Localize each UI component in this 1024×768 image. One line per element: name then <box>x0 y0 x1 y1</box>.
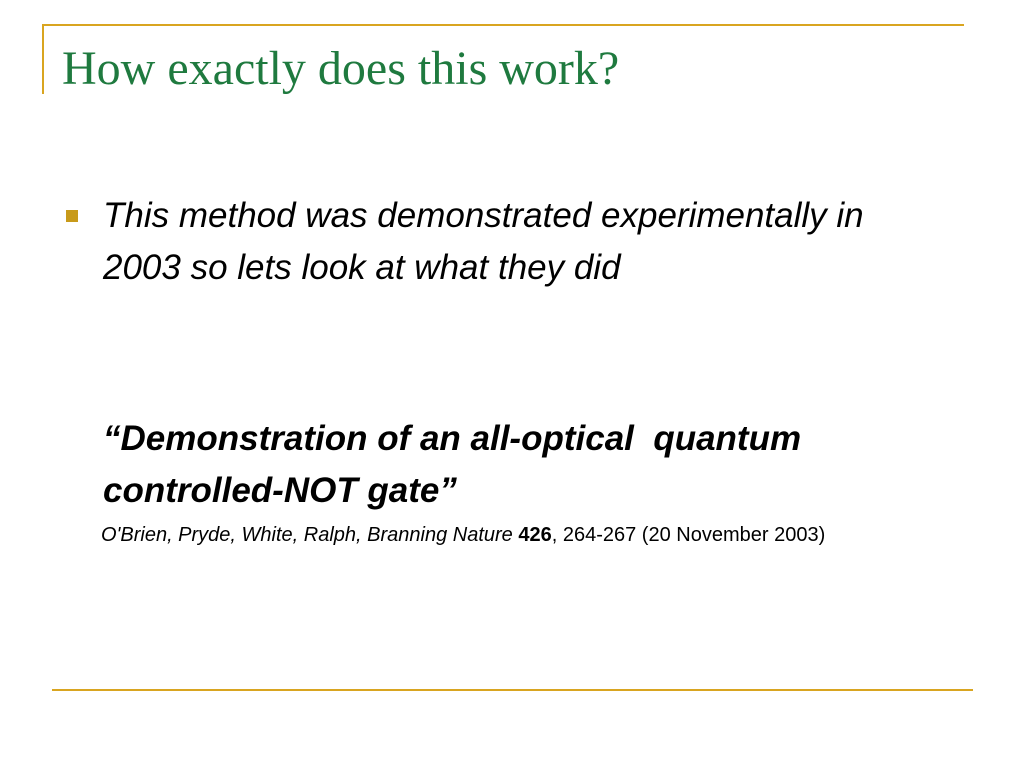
bullet-text: This method was demonstrated experimentally in 2003 so lets look at what they did <box>103 196 864 287</box>
citation-pages-date: , 264-267 (20 November 2003) <box>551 524 826 546</box>
citation-authors: O'Brien, Pryde, White, Ralph, Branning <box>101 524 448 546</box>
left-frame-line <box>42 24 44 94</box>
paper-title-quote <box>103 413 983 517</box>
citation <box>101 521 931 550</box>
bottom-frame-line <box>52 689 973 691</box>
citation-volume: 426 <box>518 524 552 546</box>
square-bullet-icon <box>66 210 78 222</box>
slide-title: How exactly does this work? <box>62 42 620 95</box>
citation-journal: Nature <box>452 524 513 546</box>
quote-line-1: “Demonstration of an all-optical quantum <box>103 419 802 458</box>
top-frame-line <box>42 24 964 26</box>
quote-line-2: controlled-NOT gate” <box>103 471 457 510</box>
